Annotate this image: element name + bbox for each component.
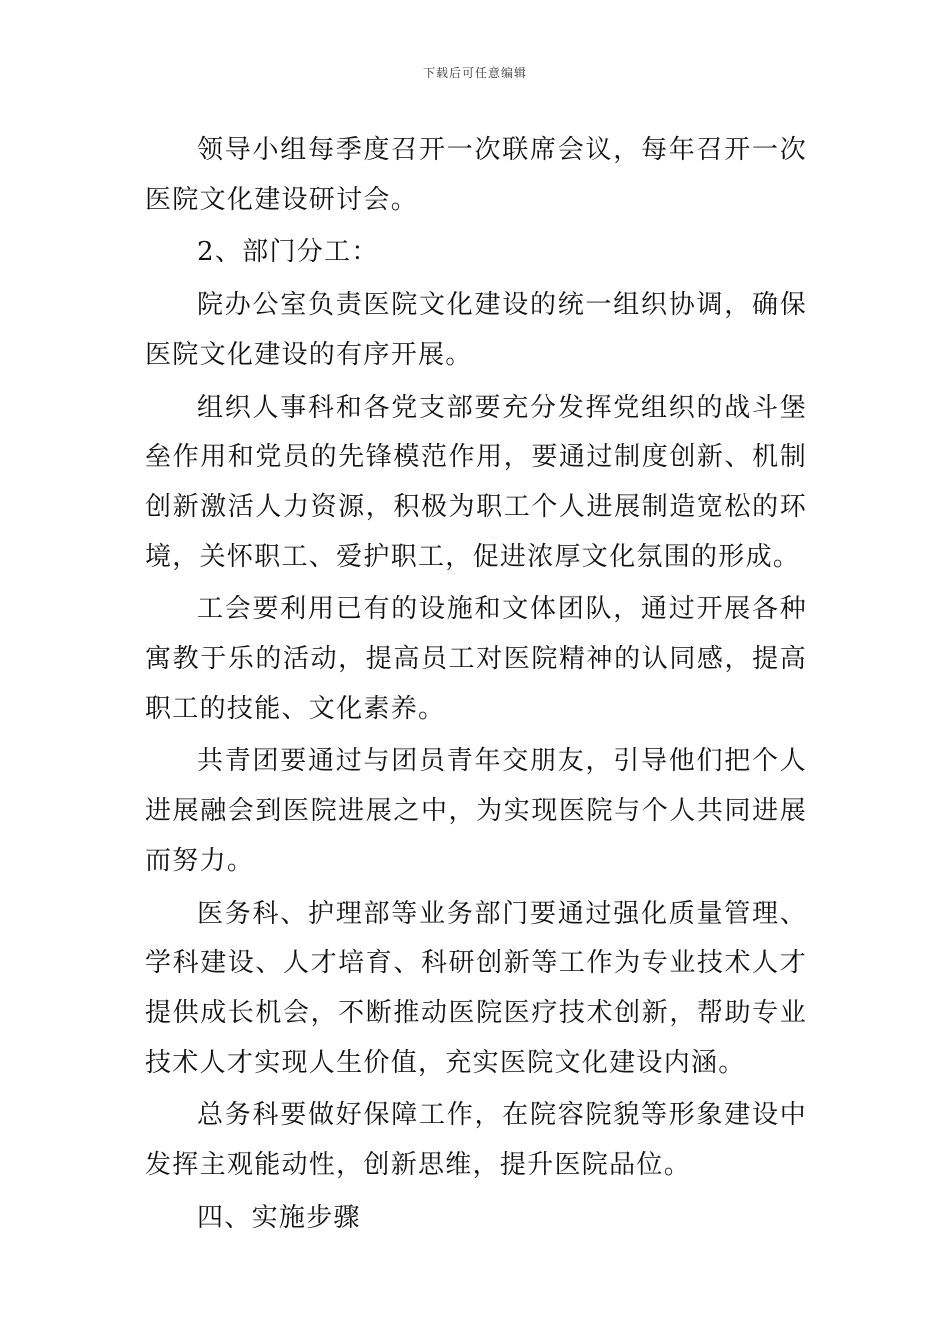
document-body [145,126,807,1246]
paragraph-union-duty: 工会要利用已有的设施和文体团队，通过开展各种寓教于乐的活动，提高员工对医院精神的认同感，提高职工的技能、文化素养。 [145,594,807,724]
paragraph-youth-league-duty: 共青团要通过与团员青年交朋友，引导他们把个人进展融会到医院进展之中，为实现医院与个人共同进展而努力。 [145,746,807,876]
paragraph-office-duty: 院办公室负责医院文化建设的统一组织协调，确保医院文化建设的有序开展。 [145,290,807,370]
paragraph-meeting-schedule: 领导小组每季度召开一次联席会议，每年召开一次医院文化建设研讨会。 [145,135,807,215]
paragraph-section-heading-steps: 四、实施步骤 [197,1202,361,1233]
paragraph-medical-dept-duty: 医务科、护理部等业务部门要通过强化质量管理、学科建设、人才培育、科研创新等工作为专业技术人才提供成长机会，不断推动医院医疗技术创新，帮助专业技术人才实现人生价值，充实医院文化建设内涵。 [145,898,807,1078]
page-header: 下载后可任意编辑 [422,66,527,80]
paragraph-general-affairs-duty: 总务科要做好保障工作，在院容院貌等形象建设中发挥主观能动性，创新思维，提升医院品位。 [145,1100,807,1181]
paragraph-section-heading-division: 2、部门分工： [197,237,379,268]
paragraph-personnel-duty: 组织人事科和各党支部要充分发挥党组织的战斗堡垒作用和党员的先锋模范作用，要通过制度创新、机制创新激活人力资源，积极为职工个人进展制造宽松的环境，关怀职工、爱护职工，促进浓厚文化氛围的形成。 [145,392,807,572]
